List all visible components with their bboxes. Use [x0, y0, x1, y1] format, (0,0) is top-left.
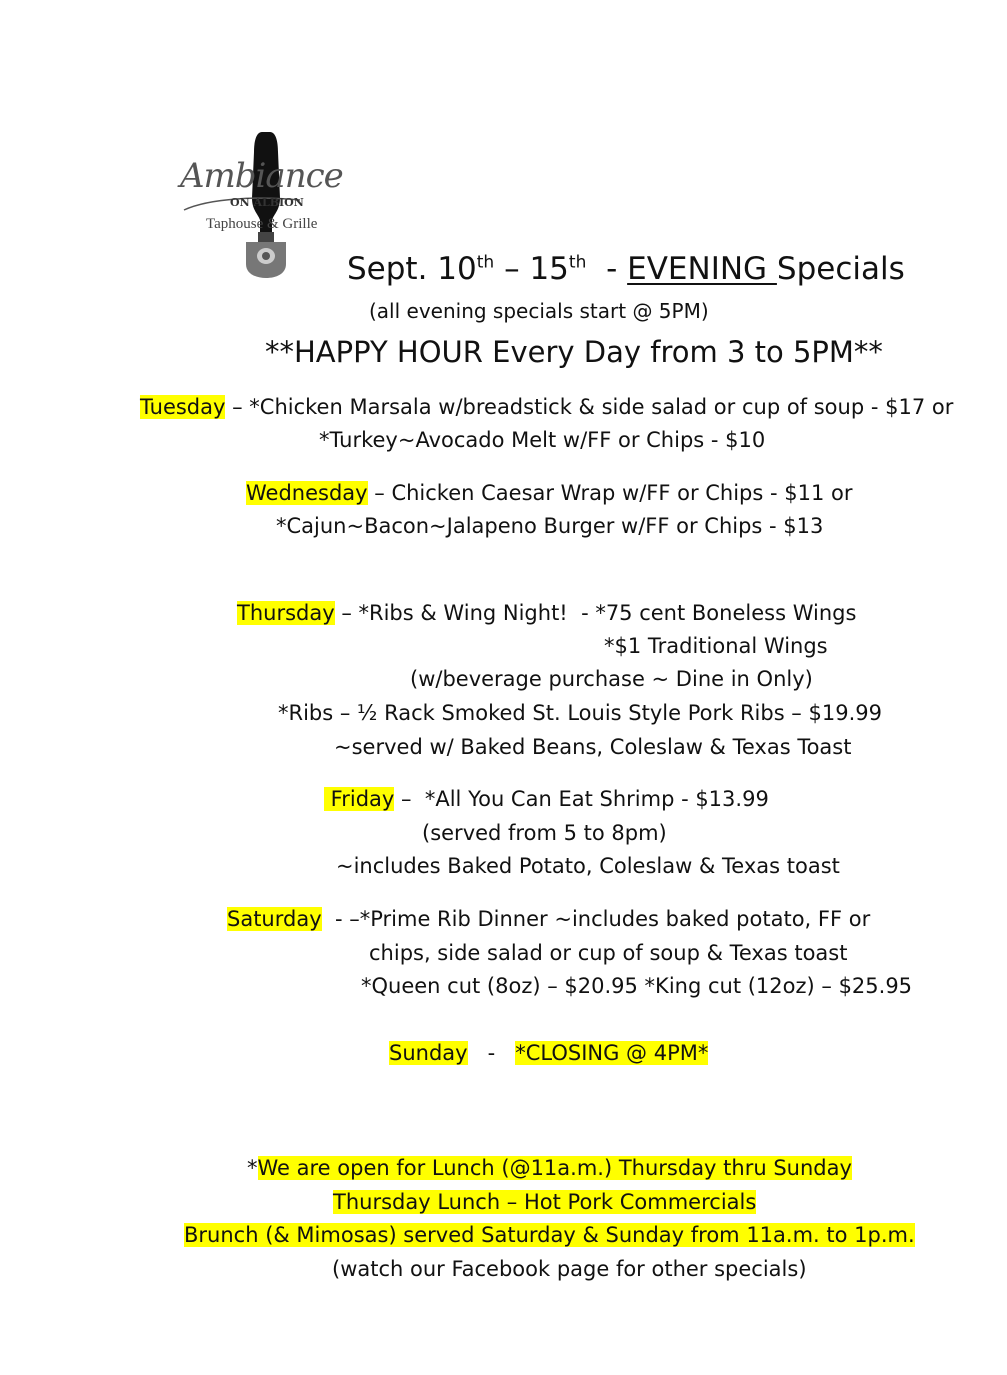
lunch-line	[247, 1154, 852, 1182]
facebook-note: (watch our Facebook page for other specials)	[332, 1257, 807, 1281]
special-text: – *All You Can Eat Shrimp - $13.99	[394, 787, 769, 811]
logo	[180, 128, 350, 283]
wednesday-line-1	[246, 479, 853, 507]
day-label-thursday: Thursday	[237, 601, 335, 625]
thursday-lunch: Thursday Lunch – Hot Pork Commercials	[333, 1190, 757, 1214]
separator: -	[467, 1041, 516, 1065]
day-label-sunday: Sunday	[389, 1041, 468, 1065]
thursday-line-1	[237, 599, 856, 627]
logo-subtitle: ON ALBION	[230, 196, 304, 209]
thursday-line-4: *Ribs – ½ Rack Smoked St. Louis Style Pork Ribs – $19.99	[278, 701, 882, 725]
title-text: Sept. 10	[347, 251, 477, 287]
wednesday-line-2: *Cajun~Bacon~Jalapeno Burger w/FF or Chips - $13	[276, 514, 824, 538]
special-text: – Chicken Caesar Wrap w/FF or Chips - $11 or	[367, 481, 853, 505]
brunch-text: Brunch (& Mimosas) served Saturday & Sunday from 11a.m. to 1p.m.	[184, 1223, 915, 1247]
friday-line-3: ~includes Baked Potato, Coleslaw & Texas toast	[336, 854, 840, 878]
saturday-line-1	[227, 905, 870, 933]
day-label-wednesday: Wednesday	[246, 481, 368, 505]
title-text: – 15	[494, 251, 569, 287]
subtitle: (all evening specials start @ 5PM)	[369, 299, 709, 323]
brunch-line	[184, 1221, 915, 1249]
saturday-line-3: *Queen cut (8oz) – $20.95 *King cut (12oz) – $25.95	[361, 974, 913, 998]
closing-note: *CLOSING @ 4PM*	[515, 1041, 709, 1065]
thursday-lunch-line	[333, 1188, 756, 1216]
friday-line-1	[324, 785, 769, 813]
day-label-friday: Friday	[324, 787, 395, 811]
friday-line-2: (served from 5 to 8pm)	[422, 821, 667, 845]
logo-tagline: Taphouse & Grille	[206, 216, 318, 232]
title-text: Specials	[776, 251, 905, 287]
thursday-line-2: *$1 Traditional Wings	[604, 634, 828, 658]
thursday-line-5: ~served w/ Baked Beans, Coleslaw & Texas Toast	[334, 735, 852, 759]
title-evening: EVENING	[627, 251, 777, 287]
logo-script: Ambiance	[180, 156, 343, 196]
special-text: - –*Prime Rib Dinner ~includes baked potato, FF or	[321, 907, 871, 931]
tuesday-line-1	[140, 393, 953, 421]
day-label-saturday: Saturday	[227, 907, 322, 931]
asterisk: *	[247, 1156, 258, 1180]
page-title	[347, 249, 905, 289]
title-superscript: th	[476, 252, 495, 273]
sunday-line	[389, 1039, 708, 1067]
day-label-tuesday: Tuesday	[140, 395, 226, 419]
title-text: -	[586, 251, 628, 287]
special-text: – *Ribs & Wing Night! - *75 cent Boneless Wings	[334, 601, 857, 625]
happy-hour: **HAPPY HOUR Every Day from 3 to 5PM**	[265, 335, 883, 369]
title-superscript: th	[568, 252, 587, 273]
lunch-hours: We are open for Lunch (@11a.m.) Thursday thru Sunday	[257, 1156, 852, 1180]
tuesday-line-2: *Turkey~Avocado Melt w/FF or Chips - $10	[319, 428, 766, 452]
special-text: – *Chicken Marsala w/breadstick & side salad or cup of soup - $17 or	[225, 395, 954, 419]
saturday-line-2: chips, side salad or cup of soup & Texas toast	[369, 941, 848, 965]
thursday-line-3: (w/beverage purchase ~ Dine in Only)	[410, 667, 813, 691]
